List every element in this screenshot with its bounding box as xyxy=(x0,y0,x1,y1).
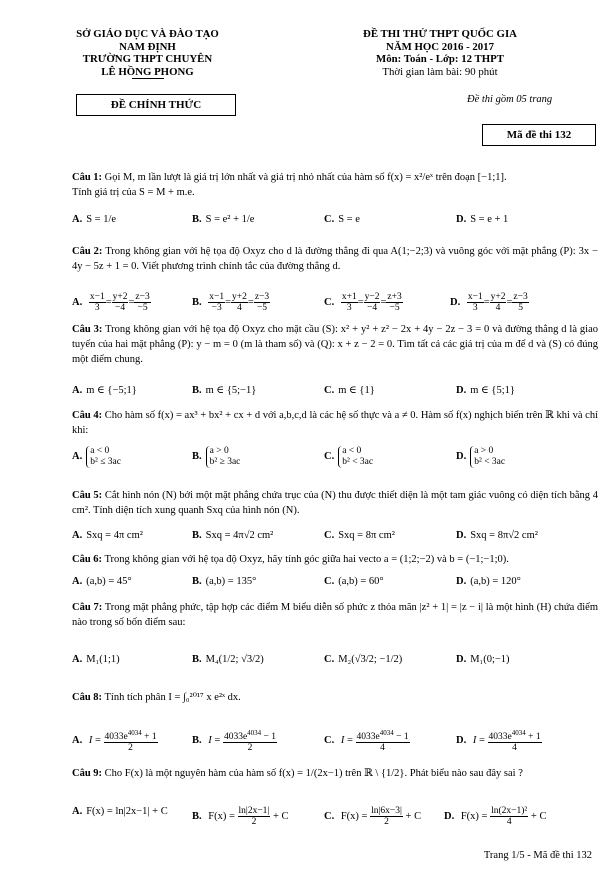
option-a[interactable]: A. m ∈ {−5;1} xyxy=(72,385,137,396)
official-badge: ĐỀ CHÍNH THỨC xyxy=(76,94,236,116)
question-9 xyxy=(72,766,598,781)
header-right-2: NĂM HỌC 2016 - 2017 xyxy=(386,40,494,53)
option-b[interactable]: B. $\frac{x-1}{-3}$ = $\frac{y+2}{4}$ = $\frac{z-3}{-5}$ xyxy=(192,292,270,313)
option-c[interactable]: C. S = e xyxy=(324,214,360,225)
exam-time: Thời gian làm bài: 90 phút xyxy=(382,66,498,78)
header-right-3: Môn: Toán - Lớp: 12 THPT xyxy=(376,53,504,65)
page-footer: Trang 1/5 - Mã đề thi 132 xyxy=(483,850,592,861)
option-a[interactable]: A.a < 0 b² ≤ 3ac xyxy=(72,446,121,467)
question-1 xyxy=(72,170,598,200)
option-a[interactable]: A. I = $\frac{4033e^{4034} + 1}{2}$ xyxy=(72,729,157,754)
header-left-4: LÊ HỒNG PHONG xyxy=(101,65,194,78)
question-text: Cho F(x) là một nguyên hàm của hàm số f(x) = 1/(2x−1) trên ℝ \ {1/2}. Phát biểu nào sau đây sai ? xyxy=(104,768,523,779)
question-5 xyxy=(72,488,598,518)
question-label: Câu 9: xyxy=(72,768,103,779)
option-c[interactable]: C. $\frac{x+1}{3}$ = $\frac{y-2}{-4}$ = $\frac{z+3}{-5}$ xyxy=(324,292,402,313)
option-a[interactable]: A. (a,b) = 45° xyxy=(72,576,132,587)
question-text: Trong không gian với hệ tọa độ Oxyz, hãy tính góc giữa hai vecto a = (1;2;−2) và b = (−1;−1;0). xyxy=(104,554,509,565)
option-a[interactable]: A. $\frac{x-1}{3}$ = $\frac{y+2}{-4}$ = $\frac{z-3}{-5}$ xyxy=(72,292,150,313)
option-d[interactable]: D. m ∈ {5;1} xyxy=(456,385,515,396)
question-label: Câu 1: xyxy=(72,172,103,183)
header-left-3: TRƯỜNG THPT CHUYÊN xyxy=(82,53,213,65)
option-a[interactable]: A. F(x) = ln|2x−1| + C xyxy=(72,806,168,817)
option-d[interactable]: D. I = $\frac{4033e^{4034} + 1}{4}$ xyxy=(456,729,541,754)
option-b[interactable]: B. M₄(1/2; √3/2) xyxy=(192,654,264,665)
question-text-2: Tính giá trị của S = M + m.e. xyxy=(72,187,195,198)
question-text: Gọi M, m lần lượt là giá trị lớn nhất và giá trị nhỏ nhất của hàm số f(x) = x²/eˣ trên đoạn [−1;1]. xyxy=(104,172,507,183)
exam-header xyxy=(330,28,550,66)
question-8 xyxy=(72,690,598,705)
option-b[interactable]: B.a > 0 b² ≥ 3ac xyxy=(192,446,241,467)
question-label: Câu 2: xyxy=(72,246,103,257)
page-count: Đề thi gồm 05 trang xyxy=(467,94,553,105)
exam-code: Mã đề thi 132 xyxy=(482,124,596,146)
option-c[interactable]: C. Sxq = 8π cm² xyxy=(324,530,395,541)
question-label: Câu 6: xyxy=(72,554,103,565)
divider xyxy=(132,78,164,79)
option-c[interactable]: C. M₂(√3/2; −1/2) xyxy=(324,654,403,665)
question-2 xyxy=(72,244,598,274)
question-text: Trong không gian với hệ tọa độ Oxyz cho d là đường thẳng đi qua A(1;−2;3) và vuông góc với mặt phẳng (P): 3x − 4y − 5z + 1 = 0. Viết phương trình chính tắc của đường thẳng d. xyxy=(72,246,599,272)
option-d[interactable]: D.a > 0 b² < 3ac xyxy=(456,446,506,467)
question-label: Câu 3: xyxy=(72,324,103,335)
option-d[interactable]: D. $\frac{x-1}{3}$ = $\frac{y+2}{4}$ = $\frac{z-3}{5}$ xyxy=(450,292,528,313)
question-text: Tính tích phân I = ∫₀²⁰¹⁷ x e²ˣ dx. xyxy=(104,692,241,703)
question-4 xyxy=(72,408,598,438)
header-left-1: SỞ GIÁO DỤC VÀ ĐÀO TẠO xyxy=(76,28,219,40)
header-left-2: NAM ĐỊNH xyxy=(119,40,176,53)
question-text: Cắt hình nón (N) bởi một mặt phẳng chứa trục của (N) thu được thiết diện là một tam giác vuông có diện tích bằng 4 cm². Tính diện tích xung quanh Sxq của hình nón (N). xyxy=(72,490,598,516)
option-d[interactable]: D. (a,b) = 120° xyxy=(456,576,521,587)
option-d[interactable]: D. S = e + 1 xyxy=(456,214,509,225)
option-b[interactable]: B. I = $\frac{4033e^{4034} - 1}{2}$ xyxy=(192,729,277,754)
option-c[interactable]: C. I = $\frac{4033e^{4034} - 1}{4}$ xyxy=(324,729,409,754)
question-label: Câu 5: xyxy=(72,490,103,501)
question-3 xyxy=(72,322,598,367)
question-text: Cho hàm số f(x) = ax³ + bx² + cx + d với a,b,c,d là các hệ số thực và a ≠ 0. Hàm số f(x) nghịch biến trên ℝ khi và chỉ khi: xyxy=(72,410,599,436)
question-label: Câu 7: xyxy=(72,602,103,613)
header-right-1: ĐỀ THI THỬ THPT QUỐC GIA xyxy=(363,28,517,40)
question-text: Trong mặt phẳng phức, tập hợp các điểm M biểu diễn số phức z thỏa mãn |z² + 1| = |z − i| là một hình (H) chứa điểm nào trong số bốn điểm sau: xyxy=(72,602,598,628)
option-d[interactable]: D. M₁(0;−1) xyxy=(456,654,510,665)
option-c[interactable]: C. m ∈ {1} xyxy=(324,385,375,396)
option-b[interactable]: B. F(x) = $\frac{\ln|2x-1|}{2}$ + C xyxy=(192,806,289,827)
option-b[interactable]: B. m ∈ {5;−1} xyxy=(192,385,257,396)
school-header xyxy=(40,28,255,78)
question-7 xyxy=(72,600,598,630)
option-b[interactable]: B. Sxq = 4π√2 cm² xyxy=(192,530,274,541)
question-label: Câu 4: xyxy=(72,410,103,421)
option-c[interactable]: C.a < 0 b² < 3ac xyxy=(324,446,374,467)
option-b[interactable]: B. (a,b) = 135° xyxy=(192,576,257,587)
option-a[interactable]: A. S = 1/e xyxy=(72,214,117,225)
option-c[interactable]: C. F(x) = $\frac{\ln|6x-3|}{2}$ + C xyxy=(324,806,422,827)
question-text: Trong không gian với hệ tọa độ Oxyz cho mặt cầu (S): x² + y² + z² − 2x + 4y − 2z − 3 = 0 và đường thẳng d là giao tuyến của hai mặt phẳng (P): y − m = 0 (m là tham số) và (Q): x + z − 2 = 0. Tìm tất cả các giá trị của m để d và (S) có đúng một điểm chung. xyxy=(72,324,599,365)
option-b[interactable]: B. S = e² + 1/e xyxy=(192,214,255,225)
option-a[interactable]: A. Sxq = 4π cm² xyxy=(72,530,143,541)
question-label: Câu 8: xyxy=(72,692,103,703)
option-d[interactable]: D. F(x) = $\frac{\text{ln(2x−1)²}}{4}$ + C xyxy=(444,806,547,827)
question-6 xyxy=(72,552,598,567)
option-a[interactable]: A. M₁(1;1) xyxy=(72,654,120,665)
option-d[interactable]: D. Sxq = 8π√2 cm² xyxy=(456,530,538,541)
option-c[interactable]: C. (a,b) = 60° xyxy=(324,576,384,587)
